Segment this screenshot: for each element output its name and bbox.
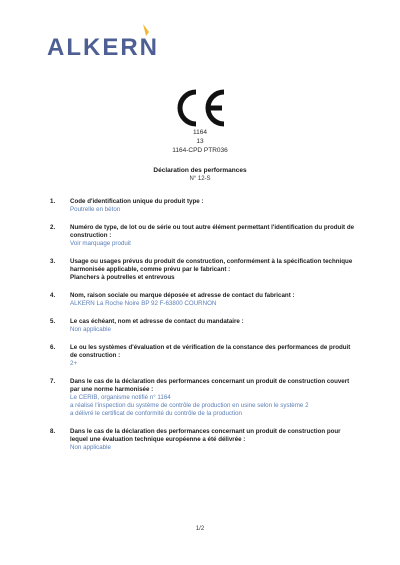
- item-number: 3.: [50, 258, 56, 265]
- item-number: 6.: [50, 344, 56, 351]
- item-2: [50, 224, 355, 248]
- notified-body-number: 1164: [193, 129, 207, 136]
- item-number: 1.: [50, 198, 56, 205]
- ce-marking-block: [150, 88, 250, 155]
- certificate-number: 1164-CPD PTR036: [172, 147, 228, 154]
- item-6: [50, 344, 355, 368]
- logo-text: ALKERN: [47, 34, 159, 61]
- item-answer: Non applicable: [70, 444, 111, 451]
- item-answer: Voir marquage produit: [70, 240, 131, 247]
- item-8: [50, 428, 355, 452]
- item-number: 5.: [50, 318, 56, 325]
- document-number: N° 12-S: [189, 176, 211, 182]
- item-question: Code d'identification unique du produit type :: [70, 198, 204, 205]
- item-number: 7.: [50, 378, 56, 385]
- ce-year: 13: [196, 138, 204, 145]
- item-number: 2.: [50, 224, 56, 231]
- item-4: [50, 292, 355, 308]
- document-header: [100, 166, 300, 184]
- item-answer: Le CERIB, organisme notifié n° 1164: [70, 394, 171, 401]
- item-7: [50, 378, 355, 418]
- item-question: Nom, raison sociale ou marque déposée et adresse de contact du fabricant :: [70, 292, 295, 299]
- item-answer: a réalisé l'inspection du système de contrôle de production en usine selon le système 2: [70, 402, 309, 409]
- item-number: 4.: [50, 292, 56, 299]
- item-answer: Non applicable: [70, 326, 111, 333]
- item-answer: a délivré le certificat de conformité du contrôle de la production: [70, 410, 242, 417]
- ce-mark-icon: [170, 88, 230, 128]
- item-question: Le cas échéant, nom et adresse de contact du mandataire :: [70, 318, 244, 325]
- item-question: Numéro de type, de lot ou de série ou tout autre élément permettant l'identification du produit de construction :: [70, 224, 355, 239]
- item-question: Dans le cas de la déclaration des performances concernant un produit de construction couvert par une norme harmonisée :: [70, 378, 350, 393]
- document-title: Déclaration des performances: [153, 167, 247, 174]
- page-number: 1/2: [195, 526, 205, 532]
- item-5: [50, 318, 355, 334]
- item-1: [50, 198, 355, 214]
- item-answer: ALKERN La Roche Noire BP 92 F-63800 COURNON: [70, 300, 217, 307]
- item-question: Usage ou usages prévus du produit de construction, conformément à la spécification technique harmonisée applicable, comme prévu par le fabricant :: [70, 258, 353, 273]
- item-answer: Planchers à poutrelles et entrevous: [70, 274, 175, 281]
- item-answer: Poutrelle en béton: [70, 206, 121, 213]
- item-number: 8.: [50, 428, 56, 435]
- item-3: [50, 258, 355, 282]
- alkern-logo: [45, 22, 185, 62]
- item-question: Le ou les systèmes d'évaluation et de vérification de la constance des performances de produit de construction :: [70, 344, 351, 359]
- declaration-items: [50, 198, 355, 452]
- item-question: Dans le cas de la déclaration des performances concernant un produit de construction pour lequel une évaluation technique européenne a été délivrée :: [70, 428, 341, 443]
- item-answer: 2+: [70, 360, 78, 367]
